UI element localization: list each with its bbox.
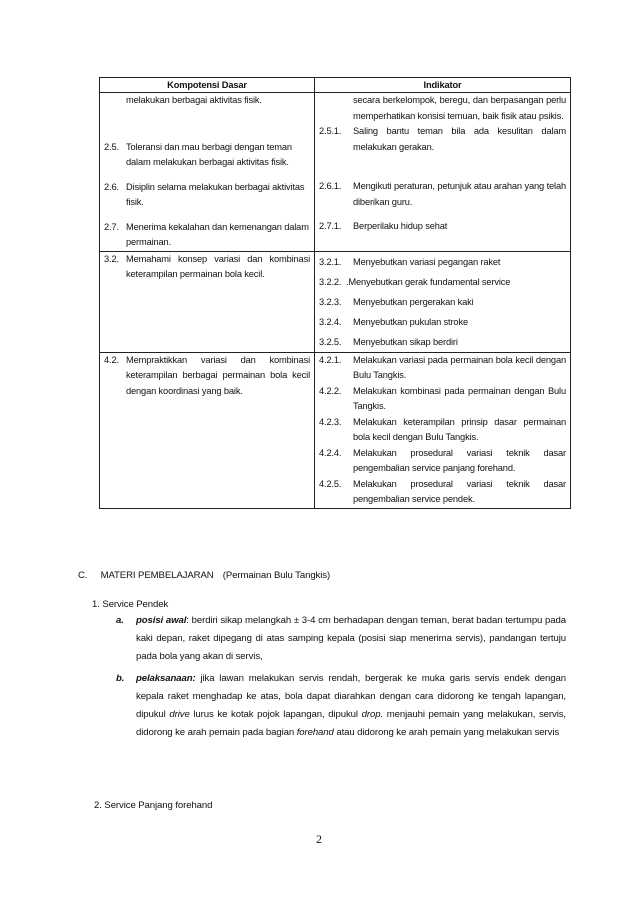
section-c-heading	[78, 567, 558, 585]
point-term: pelaksanaan:	[136, 673, 196, 684]
kd-number: 2.5.	[104, 141, 119, 152]
indikator-number: 2.6.1.	[319, 181, 342, 191]
kd-item	[104, 220, 310, 251]
table-header-row	[100, 78, 571, 93]
section-title: MATERI PEMBELAJARAN	[100, 570, 214, 581]
item-label: 2.	[94, 800, 102, 811]
indikator-number: 3.2.1.	[319, 256, 342, 267]
point-b	[116, 670, 566, 742]
indikator-number: 3.2.4.	[319, 316, 342, 327]
indikator-number: 4.2.1.	[319, 354, 342, 365]
point-term: posisi awal	[136, 615, 187, 626]
kd-number: 4.2.	[104, 354, 119, 365]
indikator-text: Melakukan prosedural variasi teknik dasar pengembalian service panjang forehand.	[353, 447, 566, 473]
point-text	[136, 612, 566, 666]
table-row	[100, 93, 571, 252]
indikator-text: Mengikuti peraturan, petunjuk atau arahan yang telah diberikan guru.	[353, 181, 566, 207]
point-body: : berdiri sikap melangkah ± 3-4 cm berhadapan dengan teman, berat badan tertumpu pada kaki depan, raket dipegang di atas samping kepala (posisi siap menerima servis), pandangan tertuju pada bola yang akan di servis,	[136, 615, 566, 662]
kd-number: 2.6.	[104, 181, 119, 192]
kd-text: Disiplin selama melakukan berbagai aktivitas fisik.	[126, 181, 305, 207]
kd-number: 2.7.	[104, 221, 119, 232]
indikator-text: Menyebutkan variasi pegangan raket	[353, 256, 501, 267]
indikator-item	[319, 219, 566, 235]
indikator-number: 4.2.2.	[319, 385, 342, 396]
kd-text: Memahami konsep variasi dan kombinasi keterampilan permainan bola kecil.	[126, 253, 310, 279]
indikator-number: 3.2.2.	[319, 276, 342, 287]
indikator-item	[319, 384, 566, 415]
indikator-item	[319, 353, 566, 384]
header-kompetensi-dasar: Kompotensi Dasar	[100, 78, 315, 93]
kd-text: Toleransi dan mau berbagi dengan teman dalam melakukan berbagai aktivitas fisik.	[126, 141, 292, 167]
kd-item	[104, 140, 310, 171]
page-number: 2	[316, 832, 322, 846]
section-label: C.	[78, 570, 88, 581]
indikator-number: 2.5.1.	[319, 126, 342, 136]
competency-table	[99, 77, 571, 509]
indikator-text: .Menyebutkan gerak fundamental service	[346, 276, 511, 287]
indikator-text: Melakukan keterampilan prinsip dasar permainan bola kecil dengan Bulu Tangkis.	[353, 416, 566, 442]
item-label: 1.	[92, 599, 100, 610]
indikator-text: Saling bantu teman bila ada kesulitan dalam melakukan gerakan.	[353, 126, 566, 152]
indikator-number: 4.2.5.	[319, 478, 342, 489]
table-row	[100, 251, 571, 352]
kd-text: Mempraktikkan variasi dan kombinasi keterampilan berbagai permainan bola kecil dengan koordinasi yang baik.	[126, 354, 310, 396]
point-letter: b.	[116, 673, 125, 684]
indikator-text: Menyebutkan sikap berdiri	[353, 336, 458, 347]
kd-number: 3.2.	[104, 253, 119, 264]
point-letter: a.	[116, 615, 124, 626]
indikator-text: Melakukan prosedural variasi teknik dasar pengembalian service pendek.	[353, 478, 566, 504]
indikator-text: Menyebutkan pukulan stroke	[353, 316, 468, 327]
indikator-number: 3.2.3.	[319, 296, 342, 307]
kd-item	[104, 353, 310, 400]
indikator-item	[319, 272, 566, 292]
point-a	[116, 612, 566, 666]
indikator-number: 2.7.1.	[319, 221, 342, 231]
item-service-panjang	[94, 797, 494, 815]
header-indikator: Indikator	[315, 78, 571, 93]
point-text: pelaksanaan: jika lawan melakukan servis rendah, bergerak ke muka garis servis endek dengan kepala raket menghadap ke atas, bola dapat diarahkan dengan cara didorong ke tengah lapangan, dipukul drive lurus ke kotak pojok lapangan, dipukul drop. menjauhi pemain yang melakukan, servis, didorong ke arah pemain pada bagian forehand atau didorong ke arah pemain yang melakukan servis	[136, 673, 566, 738]
kd-cell	[100, 251, 315, 352]
emphasis-drop: drop.	[361, 709, 384, 720]
indikator-cell	[315, 93, 571, 252]
indikator-item	[319, 252, 566, 272]
kd-text: Menerima kekalahan dan kemenangan dalam permainan.	[126, 221, 309, 247]
kd-item	[104, 180, 310, 211]
indikator-text: Melakukan kombinasi pada permainan dengan Bulu Tangkis.	[353, 385, 566, 411]
indikator-item	[319, 312, 566, 332]
indikator-text: Menyebutkan pergerakan kaki	[353, 296, 474, 307]
indikator-item	[319, 415, 566, 446]
indikator-item	[319, 292, 566, 312]
item-title: Service Pendek	[102, 599, 169, 610]
item-title: Service Panjang forehand	[104, 800, 213, 811]
kd-cell	[100, 352, 315, 508]
section-subtitle: (Permainan Bulu Tangkis)	[222, 570, 331, 581]
indikator-cell	[315, 352, 571, 508]
indikator-item	[319, 446, 566, 477]
indikator-continuation: secara berkelompok, beregu, dan berpasangan perlu memperhatikan konsisi temuan, baik fisik atau psikis.	[353, 95, 566, 121]
table-row	[100, 352, 571, 508]
kd-item	[104, 252, 310, 283]
indikator-text: Melakukan variasi pada permainan bola kecil dengan Bulu Tangkis.	[353, 354, 566, 380]
indikator-item	[319, 332, 566, 352]
kd-continuation: melakukan berbagai aktivitas fisik.	[126, 95, 262, 105]
emphasis-drive: drive	[169, 709, 190, 720]
indikator-number: 4.2.4.	[319, 447, 342, 458]
indikator-cell	[315, 251, 571, 352]
indikator-number: 4.2.3.	[319, 416, 342, 427]
indikator-item	[319, 124, 566, 155]
indikator-item	[319, 179, 566, 210]
kd-cell	[100, 93, 315, 252]
emphasis-forehand: forehand	[296, 727, 334, 738]
indikator-number: 3.2.5.	[319, 336, 342, 347]
indikator-text: Berperilaku hidup sehat	[353, 221, 448, 231]
indikator-item	[319, 477, 566, 508]
